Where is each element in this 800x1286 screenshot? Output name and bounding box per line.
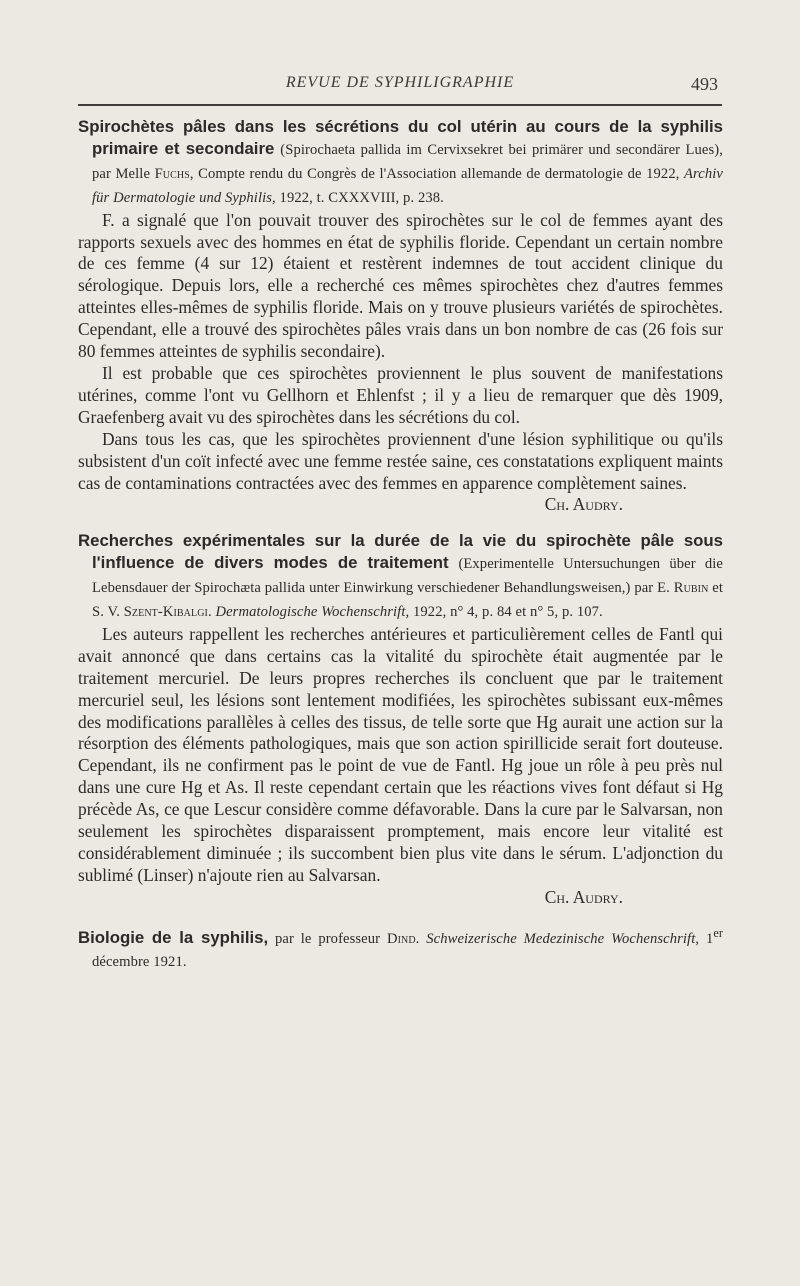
- page-content: [78, 116, 723, 974]
- ref-journal: Dermatologische Wochenschrift,: [215, 604, 410, 621]
- article-paragraph: F. a signalé que l'on pouvait trouver des spirochètes sur le col de femmes ayant des rapports sexuels avec des hommes en état de syphilis floride. Cependant un certain nombre de ces femme (4 sur 12) étaient et restèrent indemnes de tout accident clinique du sérologique. Depuis lors, elle a recherché ces mêmes spirochètes chez d'autres femmes atteintes elles-mêmes de syphilis floride. Mais on y trouve plusieurs variétés de spirochètes. Cependant, elle a trouvé des spirochètes pâles vrais dans un bon nombre de cas (26 fois sur 80 femmes atteintes de syphilis secondaire).: [78, 209, 723, 362]
- ref-text: décembre 1921.: [92, 954, 187, 971]
- ref-text: 1922, n° 4, p. 84 et n° 5, p. 107.: [409, 604, 603, 621]
- ref-journal: Schweizerische Medezinische Wochenschrift,: [426, 930, 700, 947]
- ref-author: Rubin: [673, 580, 709, 597]
- ref-text: , Compte rendu du Congrès de l'Association allemande de dermatologie de 1922,: [189, 165, 685, 182]
- ref-text: et S. V.: [92, 580, 724, 621]
- article-signature: Ch. Audry.: [544, 886, 623, 907]
- article-title: Recherches expérimentales sur la durée de la vie du spirochète pâle sous l'influence de divers modes de traitement: [78, 531, 723, 573]
- article-3-heading: [78, 923, 723, 975]
- ref-text: 1922, t. CXXXVIII, p. 238.: [275, 189, 444, 206]
- article-2-heading: [78, 530, 723, 624]
- article-title: Biologie de la syphilis,: [78, 927, 269, 947]
- ref-superscript: er: [713, 925, 723, 940]
- article-paragraph: Dans tous les cas, que les spirochètes proviennent d'une lésion syphilitique ou qu'ils subsistent d'un coït infecté avec une femme restée saine, ces constatations expliquent maints cas de contaminations contractées avec des femmes en apparence complètement saines.: [78, 428, 723, 493]
- ref-author: Fuchs: [154, 165, 190, 182]
- page-number: 493: [691, 74, 718, 94]
- ref-text: (Spirochaeta pallida im Cervixsekret bei primärer und secondärer Lues), par Melle: [92, 141, 723, 182]
- article-1-heading: [78, 116, 723, 210]
- ref-author: Szent-Kibalgi.: [123, 604, 212, 621]
- article-paragraph: Les auteurs rappellent les recherches antérieures et particulièrement celles de Fantl qui avait annoncé que dans certains cas la vitalité du spirochète était augmentée par le traitement mercuriel. De leurs propres recherches ils concluent que par le traitement mercuriel seul, les lésions sont lentement modifiées, les spirochètes subissant eux-mêmes des modifications parallèles à celles des tissus, de telle sorte que Hg aurait une action sur la résorption des éléments pathologiques, mais que son action spirillicide serait fort douteuse. Cependant, ils ne confirment pas le point de vue de Fantl. Hg joue un rôle à peu près nul dans une cure Hg et As. Il reste cependant certain que les réactions vives font défaut si Hg précède As, ce que Lescur considère comme défavorable. Dans la cure par le Salvarsan, non seulement les spirochètes disparaissent promptement, mais encore leur vitalité est considérablement diminuée ; ils succombent bien plus vite dans le sérum. L'adjonction du sublimé (Linser) n'ajoute rien au Salvarsan.: [78, 623, 723, 885]
- ref-text: 1: [699, 930, 714, 947]
- article-paragraph: Il est probable que ces spirochètes proviennent le plus souvent de manifestations utérines, comme l'ont vu Gellhorn et Ehlenfst ; il y a lieu de remarquer que dès 1909, Graefenberg avait vu des spirochètes dans les sécrétions du col.: [78, 362, 723, 427]
- ref-text: (Experimentelle Untersuchungen über die Lebensdauer der Spirochæta pallida unter Einwirkung verschiedener Behandlungsweisen,) par E.: [92, 556, 723, 597]
- header-rule: [78, 104, 722, 106]
- ref-text: par le professeur: [268, 930, 387, 947]
- running-title: REVUE DE SYPHILIGRAPHIE: [285, 74, 515, 91]
- article-title: Spirochètes pâles dans les sécrétions du col utérin au cours de la syphilis primaire et secondaire: [78, 117, 723, 158]
- article-signature: Ch. Audry.: [544, 494, 623, 515]
- ref-author: Dind.: [386, 930, 420, 947]
- ref-journal: Archiv für Dermatologie und Syphilis,: [92, 165, 723, 206]
